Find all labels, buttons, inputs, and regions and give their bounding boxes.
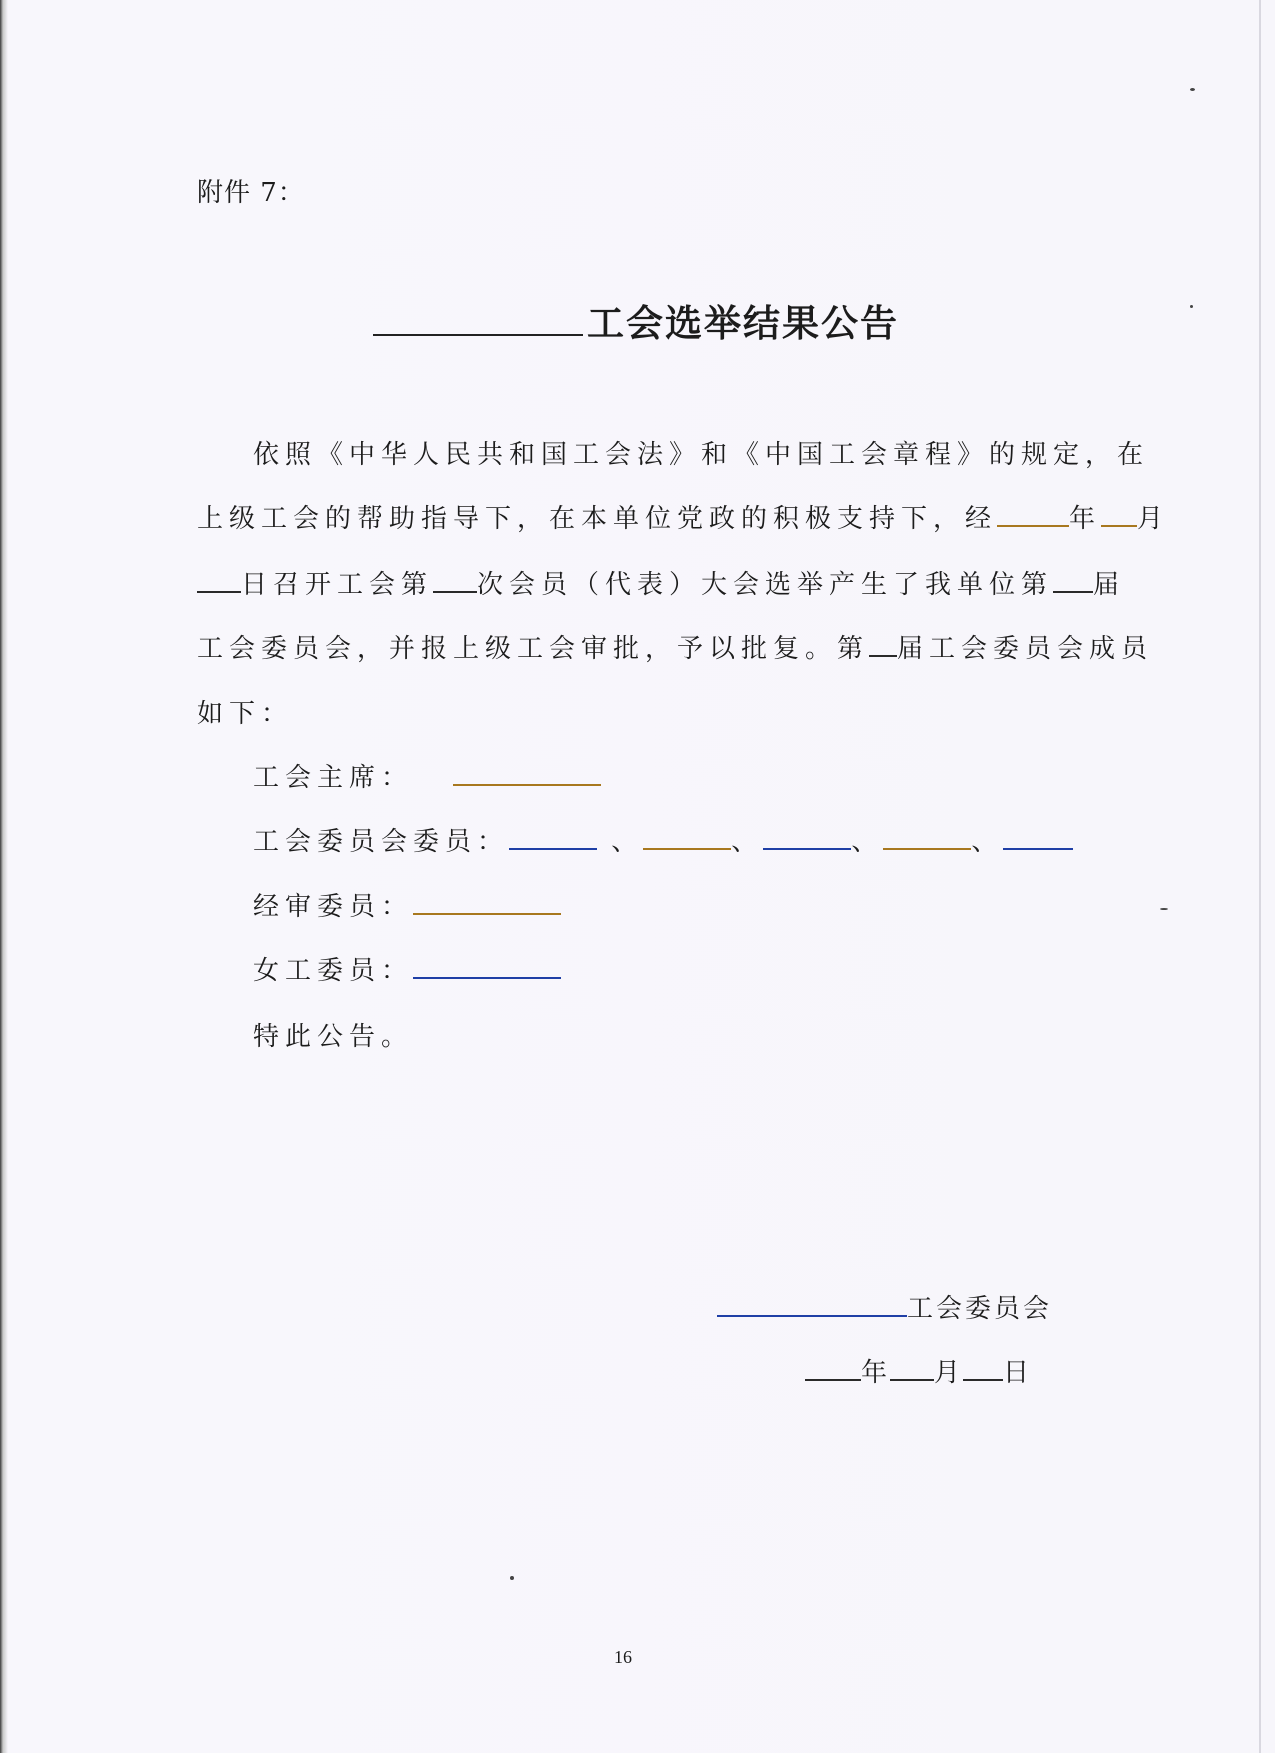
audit-label: 经审委员： (253, 892, 414, 922)
day-blank[interactable] (197, 565, 241, 593)
committee-text: 工会委员会 (907, 1294, 1053, 1324)
body-line-5: 如下： (197, 699, 294, 729)
body-text: 届 (1093, 570, 1126, 600)
members-label: 工会委员会委员： (253, 827, 510, 857)
audit-row (253, 886, 561, 923)
chair-label: 工会主席： (253, 763, 414, 793)
member-blank-5[interactable] (1003, 822, 1073, 850)
body-text: 次会员（代表）大会选举产生了我单位第 (477, 570, 1054, 600)
members-row (253, 821, 1073, 858)
scan-edge (1259, 0, 1261, 1753)
signature-committee (717, 1288, 1052, 1325)
member-blank-2[interactable] (643, 822, 731, 850)
chair-blank[interactable] (453, 758, 601, 786)
body-line-3 (197, 564, 1125, 601)
separator: 、 (971, 827, 1004, 857)
body-line-4 (197, 628, 1153, 665)
body-text: 日召开工会第 (241, 570, 434, 600)
document-title (373, 293, 899, 347)
body-text: 工会委员会，并报上级工会审批，予以批复。第 (197, 634, 870, 664)
month-blank[interactable] (1101, 499, 1137, 527)
separator: 、 (731, 827, 764, 857)
separator: 、 (611, 827, 644, 857)
month-text: 月 (1137, 504, 1170, 534)
signature-date (805, 1352, 1032, 1389)
body-text: 届工会委员会成员 (897, 634, 1154, 664)
year-blank[interactable] (997, 499, 1069, 527)
closing-text: 特此公告。 (253, 1022, 414, 1052)
year-text: 年 (861, 1358, 891, 1388)
scan-speck (1190, 305, 1193, 308)
scan-speck (1160, 908, 1168, 910)
attachment-label: 附件 7： (197, 178, 305, 208)
term-blank-2[interactable] (869, 629, 897, 657)
chair-row (253, 757, 601, 794)
member-blank-3[interactable] (763, 822, 851, 850)
sign-month-blank[interactable] (890, 1353, 934, 1381)
sign-day-blank[interactable] (963, 1353, 1003, 1381)
session-blank[interactable] (433, 565, 477, 593)
month-text: 月 (934, 1358, 964, 1388)
sign-year-blank[interactable] (805, 1353, 861, 1381)
separator: 、 (851, 827, 884, 857)
union-name-blank[interactable] (373, 302, 583, 336)
title-text: 工会选举结果公告 (587, 301, 899, 345)
scan-speck (510, 1576, 514, 1580)
member-blank-4[interactable] (883, 822, 971, 850)
day-text: 日 (1003, 1358, 1033, 1388)
women-blank[interactable] (413, 951, 561, 979)
body-line-1: 依照《中华人民共和国工会法》和《中国工会章程》的规定，在 (253, 440, 1150, 470)
women-label: 女工委员： (253, 956, 414, 986)
member-blank-1[interactable] (509, 822, 597, 850)
year-text: 年 (1069, 504, 1102, 534)
scan-speck (1190, 88, 1195, 91)
audit-blank[interactable] (413, 887, 561, 915)
term-blank[interactable] (1053, 565, 1093, 593)
body-line-2 (197, 498, 1169, 535)
page-number: 16 (614, 1647, 632, 1667)
committee-name-blank[interactable] (717, 1289, 907, 1317)
women-row (253, 950, 561, 987)
body-text: 上级工会的帮助指导下，在本单位党政的积极支持下，经 (197, 504, 998, 534)
